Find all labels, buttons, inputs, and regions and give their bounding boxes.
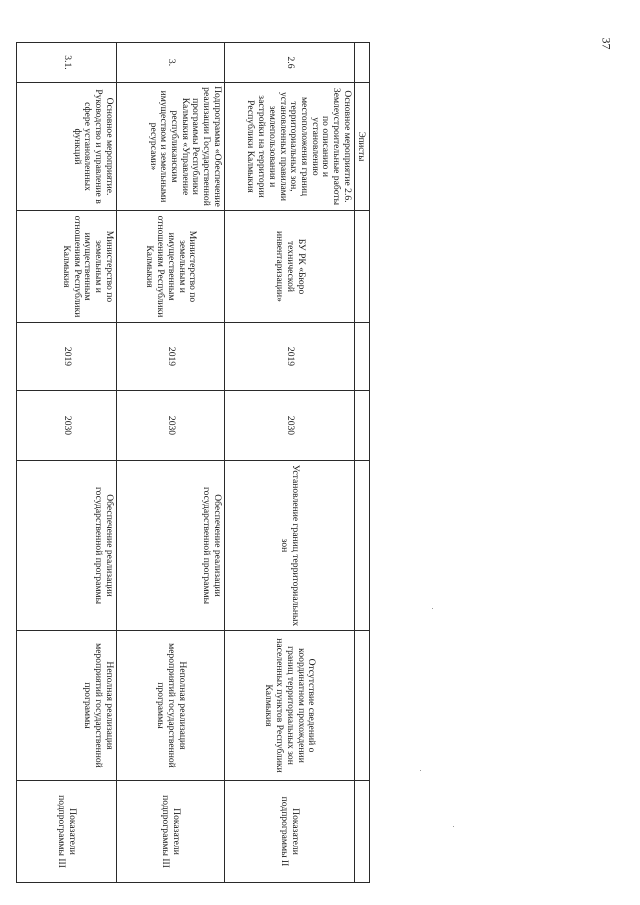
scan-speck: [420, 770, 421, 771]
row-executor: Министерство по земельным и имущественным отношениям Республики Калмыкия: [16, 211, 116, 323]
row-consequence: Неполная реализация мероприятий государственной программы: [116, 631, 224, 781]
header-cell-result: [354, 461, 369, 631]
row-expected-result: Обеспечение реализации государственной программы: [16, 461, 116, 631]
row-measure-name: Основное мероприятие 2.6. Землеустроительные работы по описанию и установлению местоположения границ территориальных зон, установленных правилами землепользования и застройки на территории Республики Калмыкия: [224, 83, 354, 211]
program-measures-table: [16, 42, 370, 883]
page-number: 37: [599, 37, 614, 50]
row-link-indicators: Показатели подпрограммы III: [116, 781, 224, 883]
header-cell-num: [354, 43, 369, 83]
row-executor: Министерство по земельным и имущественным отношениям Республики Калмыкия: [116, 211, 224, 323]
table-row: [16, 43, 116, 883]
row-measure-name: Подпрограмма «Обеспечение реализации Государственной программы Республики Калмыкия «Управление республиканским имуществом и земельными ресурсами»: [116, 83, 224, 211]
header-cell-name: Эписты: [354, 83, 369, 211]
table-row: [116, 43, 224, 883]
row-start-year: 2019: [116, 323, 224, 391]
row-expected-result: Установление границ территориальных зон: [224, 461, 354, 631]
table-row: [224, 43, 354, 883]
row-executor: БУ РК «Бюро технической инвентаризации»: [224, 211, 354, 323]
header-cell-consequence: [354, 631, 369, 781]
row-end-year: 2030: [224, 391, 354, 461]
table-header-row: [354, 43, 369, 883]
row-start-year: 2019: [224, 323, 354, 391]
header-cell-start: [354, 323, 369, 391]
header-cell-link: [354, 781, 369, 883]
row-number: 3.: [116, 43, 224, 83]
scan-speck: [432, 608, 433, 609]
row-consequence: Неполная реализация мероприятий государственной программы: [16, 631, 116, 781]
row-expected-result: Обеспечение реализации государственной программы: [116, 461, 224, 631]
row-end-year: 2030: [16, 391, 116, 461]
header-cell-end: [354, 391, 369, 461]
rotated-table-sheet: [20, 42, 370, 882]
row-link-indicators: Показатели подпрограммы II: [224, 781, 354, 883]
row-number: 3.1.: [16, 43, 116, 83]
row-consequence: Отсутствие сведений о координатном прохождении границ территориальных зон населенных пунктов Республики Калмыкия: [224, 631, 354, 781]
header-cell-executor: [354, 211, 369, 323]
row-number: 2.6: [224, 43, 354, 83]
row-end-year: 2030: [116, 391, 224, 461]
row-start-year: 2019: [16, 323, 116, 391]
row-measure-name: Основное мероприятие. Руководство и управление в сфере установленных функций: [16, 83, 116, 211]
row-link-indicators: Показатели подпрограммы III: [16, 781, 116, 883]
scan-speck: [453, 826, 454, 827]
